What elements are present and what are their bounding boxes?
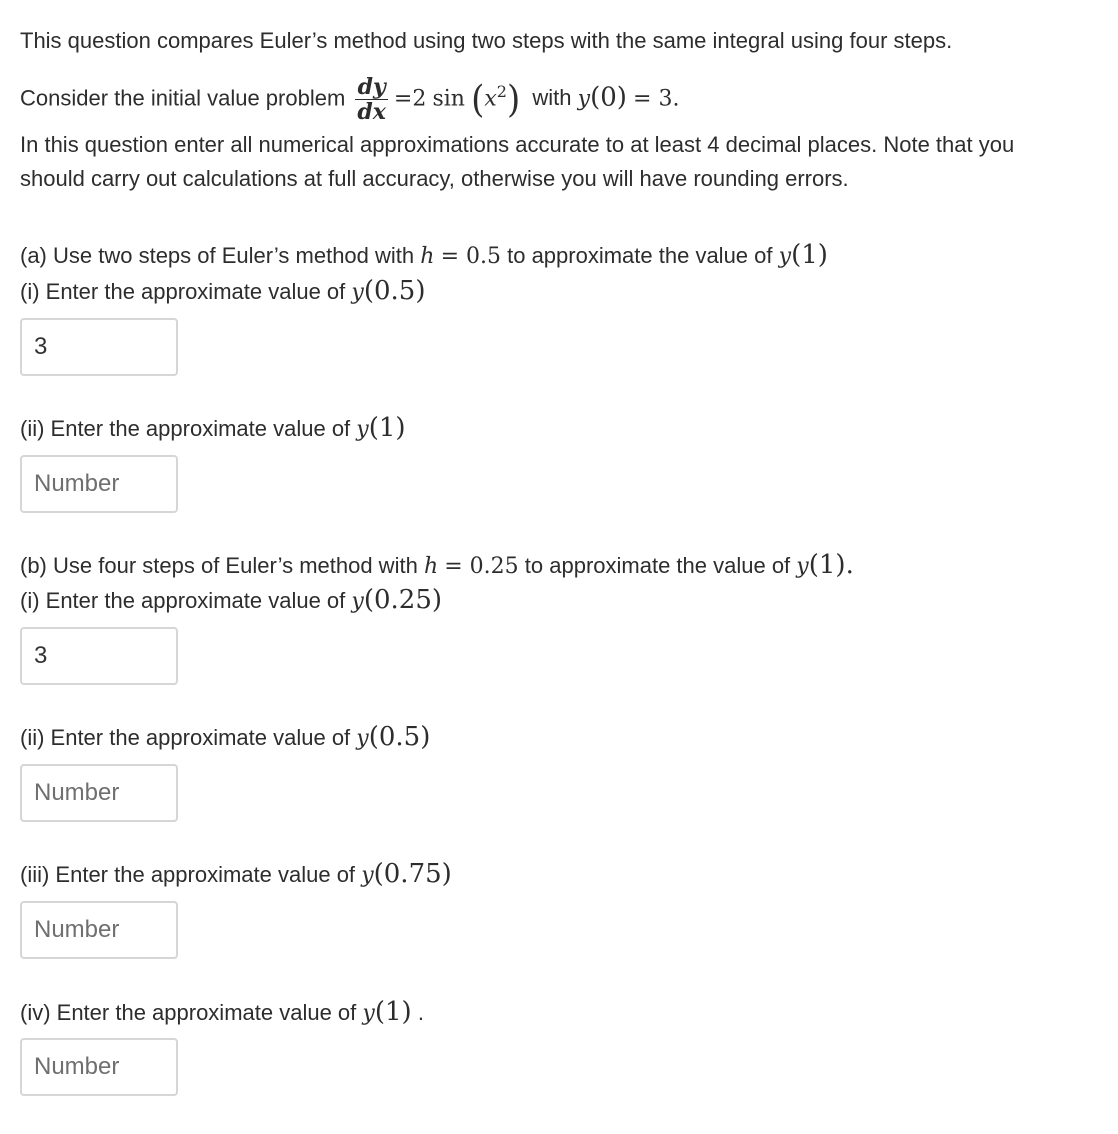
part-a-i-var: y <box>351 280 364 305</box>
equation-arg-exp: 2 <box>496 82 507 101</box>
part-b-ii-answer-input[interactable] <box>20 764 178 822</box>
question-page <box>20 0 1118 1134</box>
part-b-i-text: (i) Enter the approximate value of <box>20 588 346 613</box>
close-paren: ) <box>506 77 521 122</box>
intro-line: This question compares Euler’s method using two steps with the same integral using four steps. <box>20 28 953 53</box>
derivative-denominator: dx <box>357 99 386 126</box>
init-value: = 3. <box>633 86 680 112</box>
part-b-suffix: to approximate the value of <box>524 553 791 578</box>
equation-coefficient: =2 <box>393 86 427 112</box>
part-a-ii-answer-input[interactable] <box>20 455 178 513</box>
part-b-ii-var: y <box>356 726 369 751</box>
part-a-ii-arg: (1) <box>368 413 406 443</box>
equation-arg-var: x <box>484 86 497 112</box>
part-a-suffix: to approximate the value of <box>507 243 773 268</box>
instructions-line-2: should carry out calculations at full accuracy, otherwise you will have rounding errors. <box>20 166 849 191</box>
part-b-h-value: = 0.25 <box>444 554 519 579</box>
part-a-ii-var: y <box>356 417 369 442</box>
part-b-ii-text: (ii) Enter the approximate value of <box>20 725 351 750</box>
part-a-i-arg: (0.5) <box>363 276 426 306</box>
part-b-iv-var: y <box>362 1001 375 1026</box>
part-a-h-var: h <box>420 244 435 269</box>
part-a-target-arg: (1) <box>791 240 828 270</box>
part-b-iv-label <box>20 997 424 1029</box>
part-b-iv-text: (iv) Enter the approximate value of <box>20 1000 357 1025</box>
instructions-line-1: In this question enter all numerical approximations accurate to at least 4 decimal places. Note that you <box>20 132 1015 157</box>
part-a-h-value: = 0.5 <box>440 244 501 269</box>
part-b-target-arg: (1). <box>808 550 854 580</box>
part-a-target-var: y <box>778 244 792 269</box>
part-a-prompt <box>20 240 828 272</box>
part-b-iii-text: (iii) Enter the approximate value of <box>20 862 356 887</box>
equation-function: sin <box>432 86 465 112</box>
part-a-i-answer-input[interactable] <box>20 318 178 376</box>
with-text: with <box>532 85 572 111</box>
part-a-ii-label <box>20 413 406 445</box>
part-b-target-var: y <box>796 554 809 579</box>
part-b-iii-var: y <box>361 863 374 888</box>
part-b-i-label <box>20 585 442 617</box>
ivp-prefix: Consider the initial value problem <box>20 85 346 111</box>
part-b-iii-label <box>20 859 452 891</box>
part-a-ii-text: (ii) Enter the approximate value of <box>20 416 351 441</box>
part-a-prefix: (a) Use two steps of Euler’s method with <box>20 243 415 268</box>
part-b-h-var: h <box>423 554 439 579</box>
part-b-i-arg: (0.25) <box>363 585 443 615</box>
part-b-ii-arg: (0.5) <box>368 722 431 752</box>
init-arg: (0) <box>590 82 627 113</box>
part-a-i-text: (i) Enter the approximate value of <box>20 279 346 304</box>
open-paren: ( <box>471 77 485 122</box>
part-b-i-answer-input[interactable] <box>20 627 178 685</box>
part-b-iv-trailing: . <box>417 1000 424 1025</box>
part-b-iv-arg: (1) <box>374 997 412 1027</box>
part-b-i-var: y <box>351 589 364 614</box>
part-b-iii-arg: (0.75) <box>373 859 452 889</box>
part-a-i-label <box>20 276 425 308</box>
part-b-ii-label <box>20 722 430 754</box>
derivative-fraction <box>355 74 388 126</box>
part-b-iv-answer-input[interactable] <box>20 1038 178 1096</box>
part-b-prompt <box>20 550 854 582</box>
ivp-statement <box>20 62 680 126</box>
part-b-iii-answer-input[interactable] <box>20 901 178 959</box>
part-b-prefix: (b) Use four steps of Euler’s method with <box>20 553 418 578</box>
init-var: y <box>577 86 591 112</box>
derivative-numerator: dy <box>357 74 386 101</box>
